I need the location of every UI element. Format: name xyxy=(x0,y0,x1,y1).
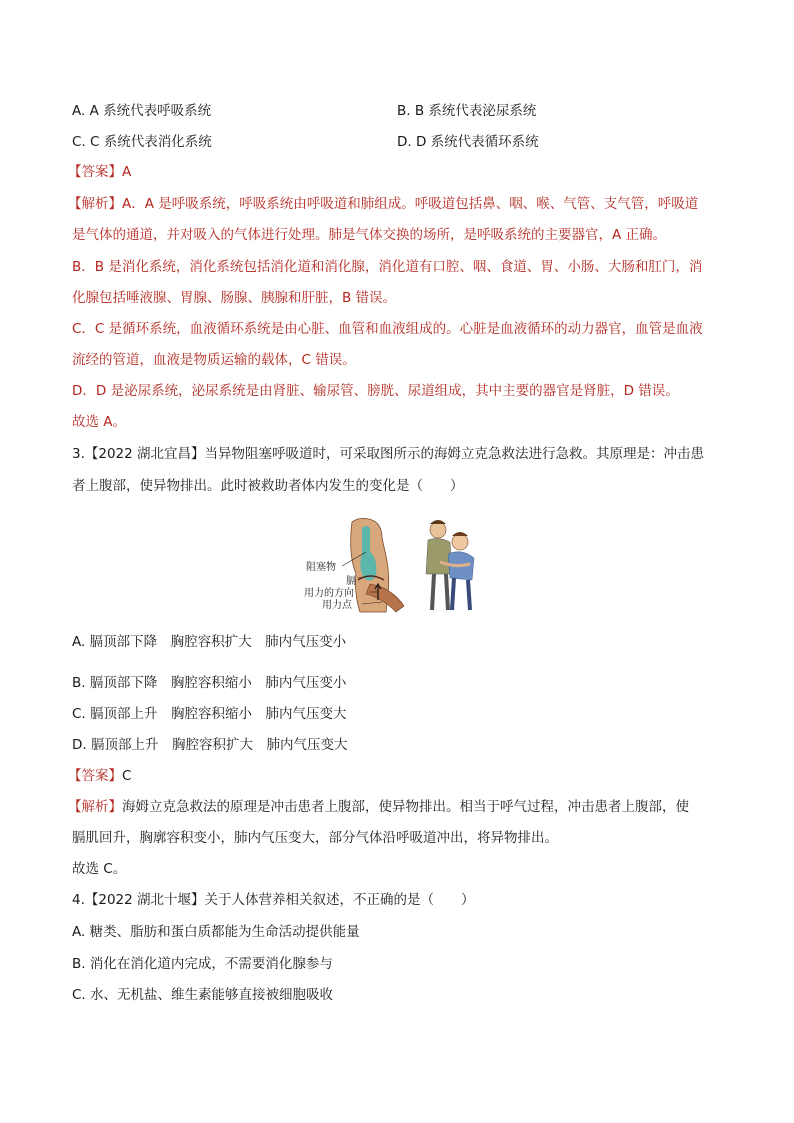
label-diaphragm: 膈 xyxy=(346,576,356,587)
q3-analysis-line-1: 【解析】海姆立克急救法的原理是冲击患者上腹部，使异物排出。相当于呼气过程，冲击患者上腹部，使 xyxy=(68,799,689,815)
q4-option-a: A. 糖类、脂肪和蛋白质都能为生命活动提供能量 xyxy=(72,924,360,940)
q3-option-d: D. 膈顶部上升 胸腔容积扩大 肺内气压变大 xyxy=(72,737,348,753)
heimlich-illustration xyxy=(300,514,490,614)
q2-answer xyxy=(68,162,131,182)
q3-option-a: A. 膈顶部下降 胸腔容积扩大 肺内气压变小 xyxy=(72,634,347,650)
q3-option-b: B. 膈顶部下降 胸腔容积缩小 肺内气压变小 xyxy=(72,675,347,691)
analysis-tag: 【解析】 xyxy=(68,196,122,212)
heimlich-figure xyxy=(300,514,490,614)
q4-option-b: B. 消化在消化道内完成，不需要消化腺参与 xyxy=(72,956,333,972)
q3-conclusion: 故选 C。 xyxy=(72,861,127,877)
q2-analysis-line-1: 【解析】A．A 是呼吸系统，呼吸系统由呼吸道和肺组成。呼吸道包括鼻、咽、喉、气管、支气管，呼吸道 xyxy=(68,196,699,212)
q2-analysis-line-2: 是气体的通道，并对吸入的气体进行处理。肺是气体交换的场所，是呼吸系统的主要器官，A 正确。 xyxy=(72,227,667,243)
q4-option-c: C. 水、无机盐、维生素能够直接被细胞吸收 xyxy=(72,987,334,1003)
q2-analysis-line-3: B．B 是消化系统，消化系统包括消化道和消化腺，消化道有口腔、咽、食道、胃、小肠、大肠和肛门，消 xyxy=(72,259,703,275)
q2-option-c: C. C 系统代表消化系统 xyxy=(72,134,212,150)
q4-stem: 4.【2022 湖北十堰】关于人体营养相关叙述，不正确的是（ ） xyxy=(72,892,475,908)
q2-analysis-line-4: 化腺包括唾液腺、胃腺、肠腺、胰腺和肝脏，B 错误。 xyxy=(72,290,397,306)
q2-conclusion: 故选 A。 xyxy=(72,414,127,430)
q2-analysis-line-6: 流经的管道，血液是物质运输的载体，C 错误。 xyxy=(72,352,356,368)
answer-value: C xyxy=(122,768,132,784)
q2-analysis-line-5: C．C 是循环系统，血液循环系统是由心脏、血管和血液组成的。心脏是血液循环的动力器官，血管是血液 xyxy=(72,321,703,337)
label-force-point: 用力点 xyxy=(322,600,352,611)
q3-analysis-line-2: 膈肌回升，胸廓容积变小，肺内气压变大，部分气体沿呼吸道冲出，将异物排出。 xyxy=(72,830,558,846)
q3-answer xyxy=(68,766,131,786)
q3-stem-line-1: 3.【2022 湖北宜昌】当异物阻塞呼吸道时，可采取图所示的海姆立克急救法进行急救。其原理是：冲击患 xyxy=(72,446,705,462)
answer-tag: 【答案】 xyxy=(68,768,122,784)
q2-option-a: A. A 系统代表呼吸系统 xyxy=(72,103,212,119)
q2-option-d: D. D 系统代表循环系统 xyxy=(397,134,539,150)
q3-option-c: C. 膈顶部上升 胸腔容积缩小 肺内气压变大 xyxy=(72,706,347,722)
q2-option-b: B. B 系统代表泌尿系统 xyxy=(397,103,537,119)
answer-value: A xyxy=(122,164,132,180)
analysis-tag: 【解析】 xyxy=(68,799,122,815)
label-blockage: 阻塞物 xyxy=(306,562,336,573)
answer-tag: 【答案】 xyxy=(68,164,122,180)
q2-analysis-line-7: D．D 是泌尿系统，泌尿系统是由肾脏、输尿管、膀胱、尿道组成，其中主要的器官是肾脏，D 错误。 xyxy=(72,383,679,399)
q3-stem-line-2: 者上腹部，使异物排出。此时被救助者体内发生的变化是（ ） xyxy=(72,478,464,494)
label-force-direction: 用力的方向 xyxy=(304,588,354,599)
